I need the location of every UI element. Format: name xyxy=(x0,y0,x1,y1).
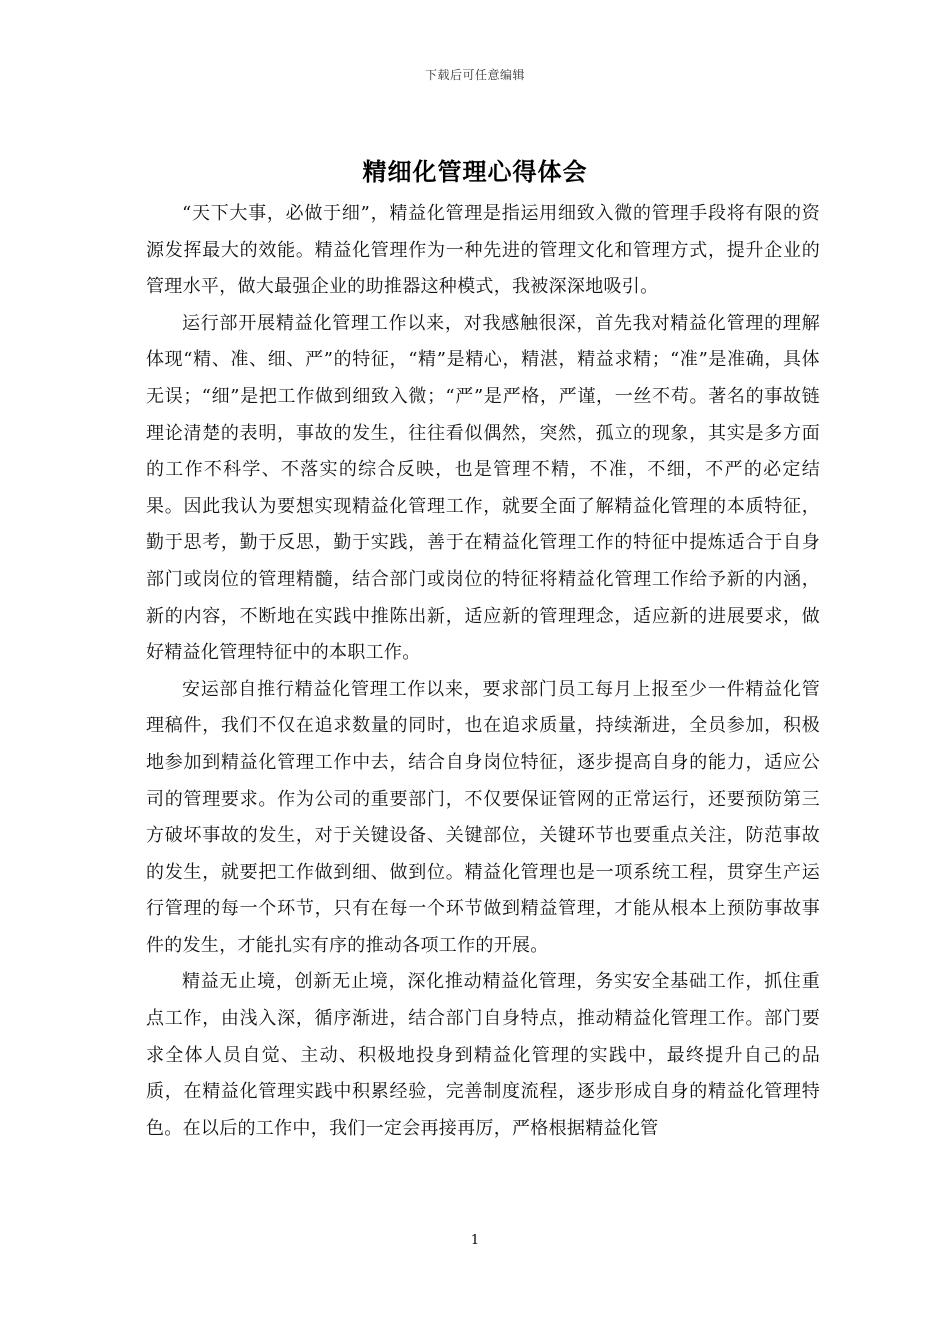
paragraph-4: 精益无止境，创新无止境，深化推动精益化管理，务实安全基础工作，抓住重点工作，由浅入深，循序渐进，结合部门自身特点，推动精益化管理工作。部门要求全体人员自觉、主动、积极地投身到精益化管理的实践中，最终提升自己的品质，在精益化管理实践中积累经验，完善制度流程，逐步形成自身的精益化管理特色。在以后的工作中，我们一定会再接再厉，严格根据精益化管 xyxy=(146,971,820,1139)
paragraph-2: 运行部开展精益化管理工作以来，对我感触很深，首先我对精益化管理的理解体现“精、准、细、严”的特征，“精”是精心，精湛，精益求精；“准”是准确，具体无误；“细”是把工作做到细致入微；“严”是严格，严谨，一丝不苟。著名的事故链理论清楚的表明，事故的发生，往往看似偶然，突然，孤立的现象，其实是多方面的工作不科学、不落实的综合反映，也是管理不精，不准，不细，不严的必定结果。因此我认为要想实现精益化管理工作，就要全面了解精益化管理的本质特征，勤于思考，勤于反思，勤于实践，善于在精益化管理工作的特征中提炼适合于自身部门或岗位的管理精髓，结合部门或岗位的特征将精益化管理工作给予新的内涵，新的内容，不断地在实践中推陈出新，适应新的管理理念，适应新的进展要求，做好精益化管理特征中的本职工作。 xyxy=(146,312,820,664)
paragraph-1: “天下大事，必做于细”，精益化管理是指运用细致入微的管理手段将有限的资源发挥最大的效能。精益化管理作为一种先进的管理文化和管理方式，提升企业的管理水平，做大最强企业的助推器这种模式，我被深深地吸引。 xyxy=(146,203,820,298)
page-number: 1 xyxy=(470,1233,480,1248)
paragraph-3: 安运部自推行精益化管理工作以来，要求部门员工每月上报至少一件精益化管理稿件，我们不仅在追求数量的同时，也在追求质量，持续渐进，全员参加，积极地参加到精益化管理工作中去，结合自身岗位特征，逐步提高自身的能力，适应公司的管理要求。作为公司的重要部门，不仅要保证管网的正常运行，还要预防第三方破坏事故的发生，对于关键设备、关键部位，关键环节也要重点关注，防范事故的发生，就要把工作做到细、做到位。精益化管理也是一项系统工程，贯穿生产运行管理的每一个环节，只有在每一个环节做到精益管理，才能从根本上预防事故事件的发生，才能扎实有序的推动各项工作的开展。 xyxy=(146,678,820,956)
document-body xyxy=(146,196,820,1147)
page-header-note: 下载后可任意编辑 xyxy=(424,68,525,82)
document-title: 精细化管理心得体会 xyxy=(362,157,588,186)
